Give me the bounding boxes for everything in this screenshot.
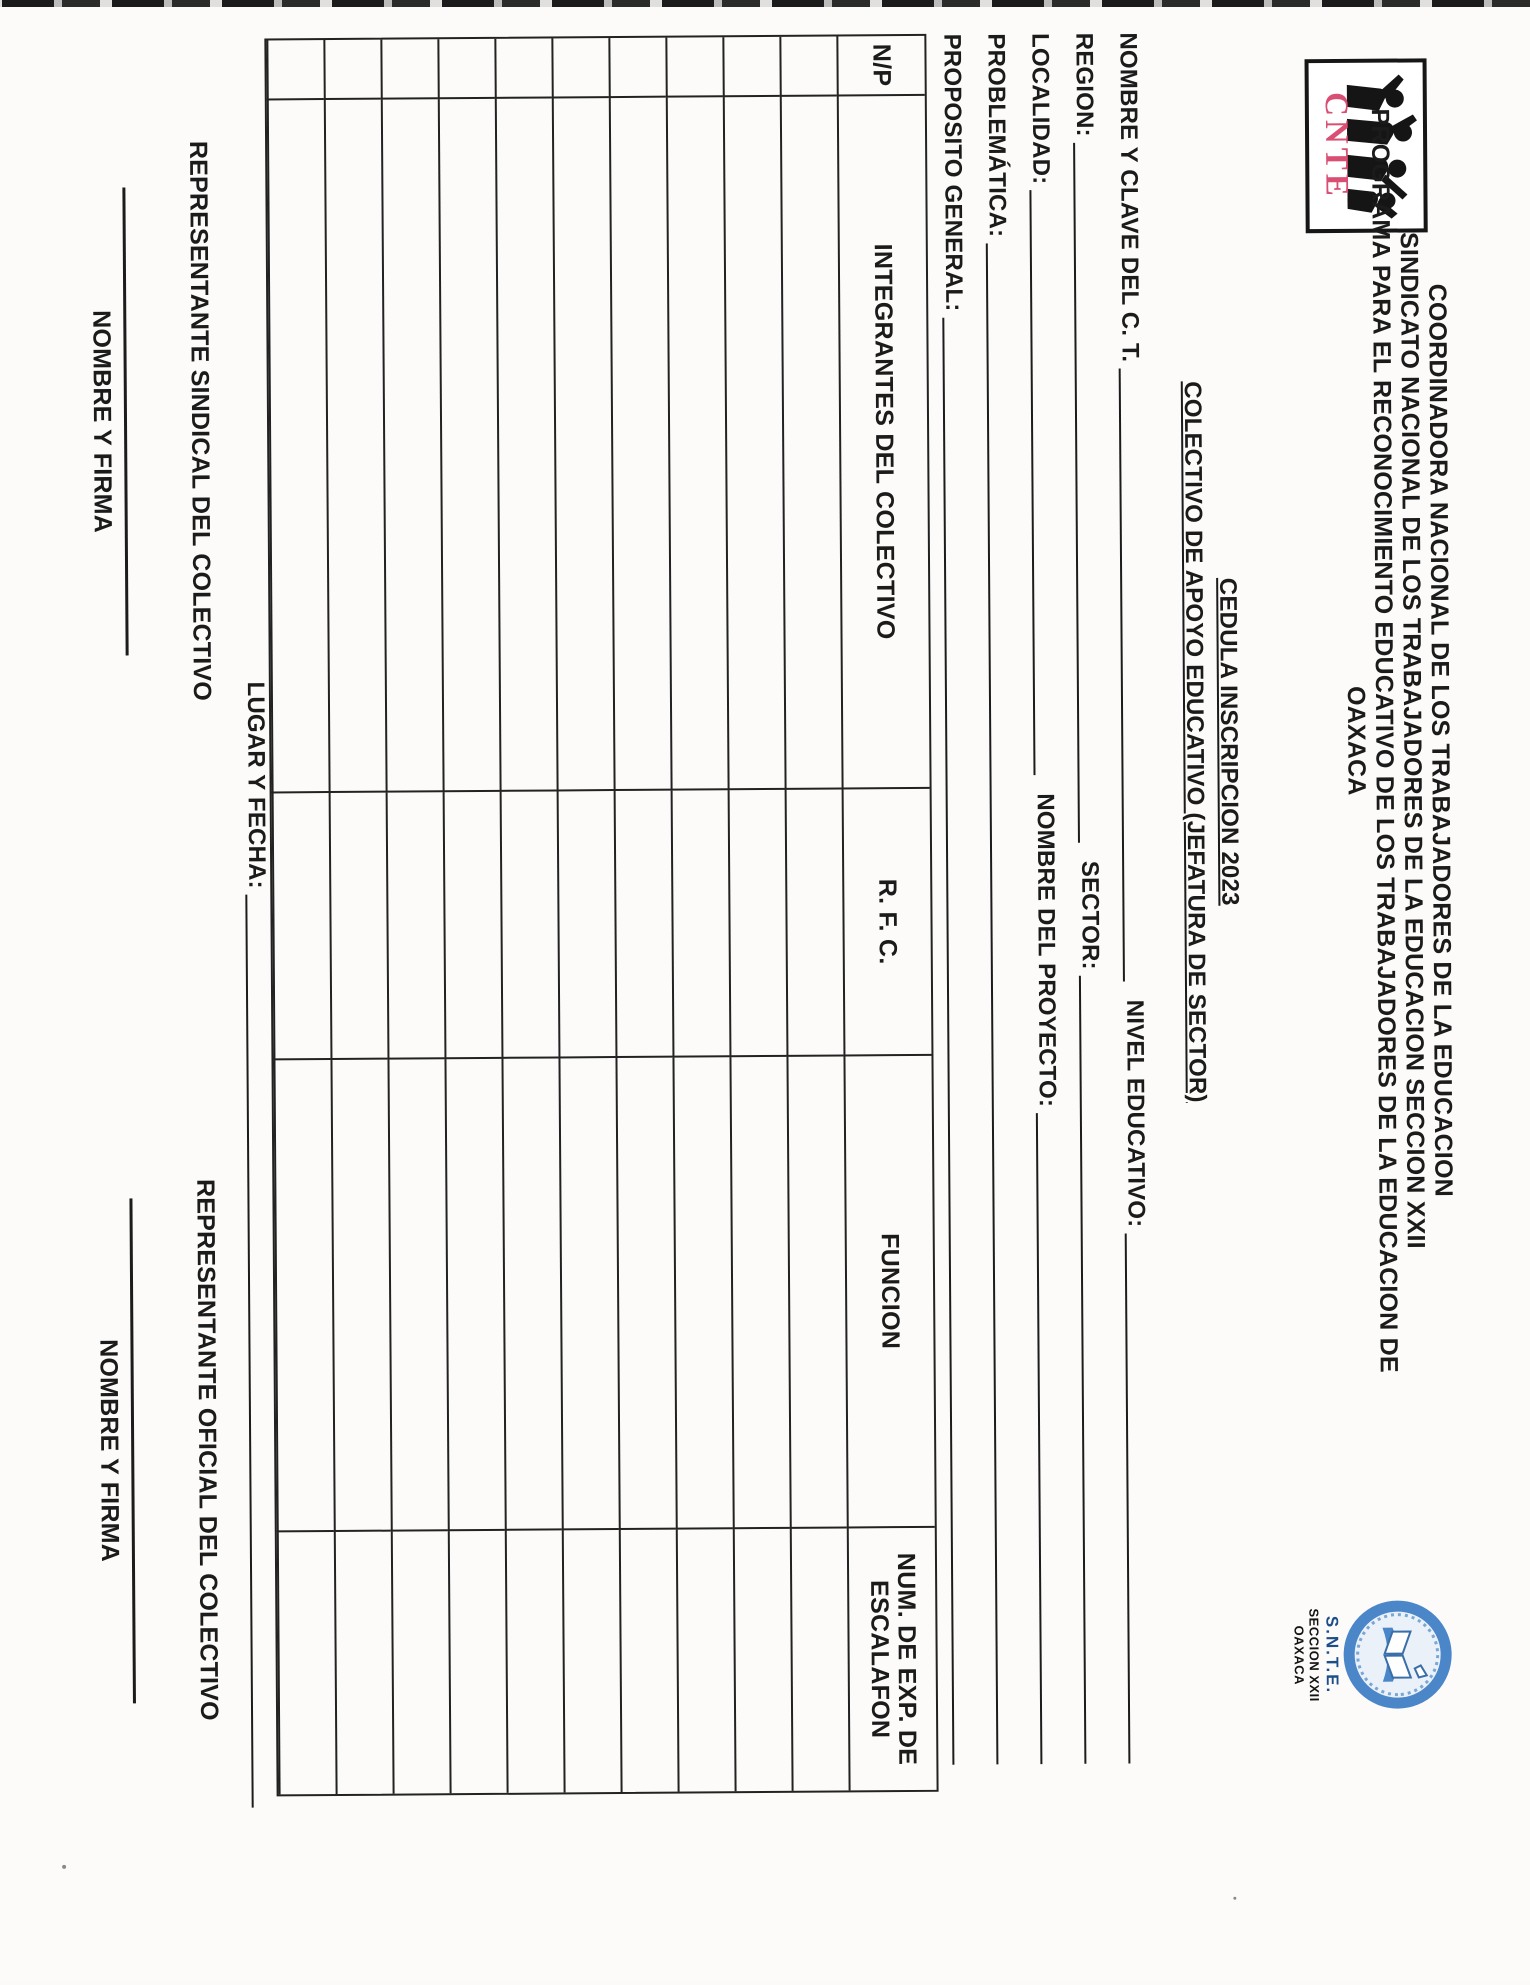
table-empty-cell xyxy=(277,1532,336,1794)
table-empty-cell xyxy=(380,39,437,99)
table-empty-cell xyxy=(722,37,779,97)
table-empty-cell xyxy=(615,1058,675,1530)
table-empty-cell xyxy=(558,1058,618,1530)
table-empty-cell xyxy=(494,38,551,98)
table-empty-cell xyxy=(334,1532,393,1794)
header-block xyxy=(1337,30,1459,1451)
table-empty-cell xyxy=(557,791,616,1058)
table-empty-cell xyxy=(273,1060,333,1532)
table-empty-cell xyxy=(501,1058,561,1530)
signature-sindical-title: REPRESENTANTE SINDICAL DEL COLECTIVO xyxy=(184,140,216,702)
signature-oficial-line xyxy=(129,1198,136,1703)
scan-speck xyxy=(1233,1897,1236,1900)
field-label-nombre-clave: NOMBRE Y CLAVE DEL C. T. xyxy=(1114,32,1144,363)
table-empty-cell xyxy=(495,98,557,791)
form-subtitle: COLECTIVO DE APOYO EDUCATIVO (JEFATURA DE SECTOR) xyxy=(1178,381,1211,1103)
table-empty-cell xyxy=(381,99,443,792)
field-line-localidad xyxy=(1029,190,1061,775)
table-empty-cell xyxy=(562,1530,621,1792)
org-line-2: SINDICATO NACIONAL DE LOS TRABAJADORES DE LA EDUCACION SECCION XXII xyxy=(1394,232,1430,1249)
cnte-logo-word: CNTE xyxy=(1317,92,1355,200)
table-empty-cell xyxy=(330,1060,390,1532)
column-header-funcion-label: FUNCION xyxy=(876,1233,906,1350)
table-empty-cell xyxy=(443,792,502,1059)
table-empty-cell xyxy=(438,99,500,792)
signature-oficial-caption: NOMBRE Y FIRMA xyxy=(94,1339,124,1563)
table-empty-cell xyxy=(267,100,329,793)
table-empty-cell xyxy=(786,1056,846,1528)
field-label-region: REGION: xyxy=(1070,32,1099,137)
field-label-nivel: NIVEL EDUCATIVO: xyxy=(1121,999,1150,1228)
table-empty-cell xyxy=(329,793,388,1060)
table-empty-cell xyxy=(444,1059,504,1531)
column-header-np xyxy=(836,36,924,97)
table-empty-cell xyxy=(671,790,730,1057)
titles-block xyxy=(1172,32,1250,1452)
signature-oficial-title: REPRESENTANTE OFICIAL DEL COLECTIVO xyxy=(191,1178,224,1721)
org-line-1: COORDINADORA NACIONAL DE LOS TRABAJADORES DE LA EDUCACION xyxy=(1423,283,1458,1198)
org-line-3: PROGRAMA PARA EL RECONOCIMIENTO EDUCATIVO DE LOS TRABAJADORES DE LA EDUCACION DE xyxy=(1365,108,1403,1373)
table-empty-cell xyxy=(500,791,559,1058)
signature-block-sindical xyxy=(85,118,216,725)
members-table xyxy=(264,34,938,1797)
snte-state: OAXACA xyxy=(1291,1625,1307,1686)
column-header-escalafon-line1: NUM. DE EXP. DE xyxy=(891,1552,922,1766)
field-line-region xyxy=(1073,143,1106,843)
table-empty-cell xyxy=(672,1057,732,1529)
field-line-nombre-clave xyxy=(1119,368,1151,982)
table-empty-cell xyxy=(505,1530,564,1792)
fields-block xyxy=(937,32,1169,1768)
field-label-proposito: PROPOSITO GENERAL: xyxy=(938,33,968,312)
table-empty-cell xyxy=(551,38,608,98)
column-header-escalafon-line2: ESCALAFON xyxy=(865,1579,895,1739)
table-empty-cell xyxy=(676,1529,735,1791)
table-empty-cell xyxy=(614,791,673,1058)
column-header-integrantes-label: INTEGRANTES DEL COLECTIVO xyxy=(869,243,901,640)
field-label-problematica: PROBLEMÁTICA: xyxy=(982,33,1011,238)
signature-block-oficial xyxy=(92,1157,223,1744)
table-empty-cell xyxy=(723,97,785,790)
column-header-rfc-label: R. F. C. xyxy=(873,878,903,965)
table-empty-cell xyxy=(619,1530,678,1792)
field-label-localidad: LOCALIDAD: xyxy=(1026,32,1055,185)
lugar-fecha-label: LUGAR Y FECHA: xyxy=(241,681,271,889)
signature-sindical-caption: NOMBRE Y FIRMA xyxy=(87,310,117,534)
table-empty-cell xyxy=(779,36,836,96)
snte-logo xyxy=(1291,1558,1452,1751)
table-empty-cell xyxy=(448,1531,507,1793)
snte-section: SECCION XXII xyxy=(1306,1608,1322,1702)
signature-sindical-line xyxy=(122,187,128,655)
org-line-4: OAXACA xyxy=(1341,685,1371,796)
column-header-funcion xyxy=(843,1056,934,1529)
table-empty-cell xyxy=(780,96,842,789)
table-empty-cell xyxy=(323,40,380,100)
table-empty-cell xyxy=(387,1059,447,1531)
form-title: CEDULA INSCRIPCION 2023 xyxy=(1214,577,1244,906)
table-empty-cell xyxy=(665,37,722,97)
column-header-escalafon xyxy=(847,1528,937,1791)
table-empty-cell xyxy=(266,40,323,100)
table-empty-cell xyxy=(728,790,787,1057)
table-empty-cell xyxy=(552,98,614,791)
column-header-rfc xyxy=(842,789,932,1057)
table-empty-cell xyxy=(324,100,386,793)
field-label-proyecto: NOMBRE DEL PROYECTO: xyxy=(1031,793,1061,1108)
scanner-edge-artifact xyxy=(0,0,1530,7)
scan-speck xyxy=(62,1865,66,1869)
column-header-np-label: N/P xyxy=(867,43,897,87)
table-empty-cell xyxy=(790,1528,849,1790)
snte-acronym: S.N.T.E. xyxy=(1322,1615,1342,1695)
table-empty-cell xyxy=(391,1531,450,1793)
table-empty-cell xyxy=(437,39,494,99)
table-empty-cell xyxy=(608,38,665,98)
table-empty-cell xyxy=(666,97,728,790)
field-line-nivel xyxy=(1125,1233,1157,1763)
table-empty-cell xyxy=(272,793,331,1060)
table-empty-cell xyxy=(785,789,844,1056)
field-line-sector xyxy=(1079,976,1113,1764)
field-label-sector: SECTOR: xyxy=(1076,860,1104,970)
table-empty-cell xyxy=(729,1057,789,1529)
table-empty-cell xyxy=(386,792,445,1059)
field-line-proposito xyxy=(942,317,980,1764)
table-empty-cell xyxy=(609,98,671,791)
column-header-integrantes xyxy=(837,96,930,790)
field-line-proyecto xyxy=(1036,1113,1069,1764)
snte-emblem-icon xyxy=(1343,1600,1452,1709)
table-empty-cell xyxy=(733,1529,792,1791)
